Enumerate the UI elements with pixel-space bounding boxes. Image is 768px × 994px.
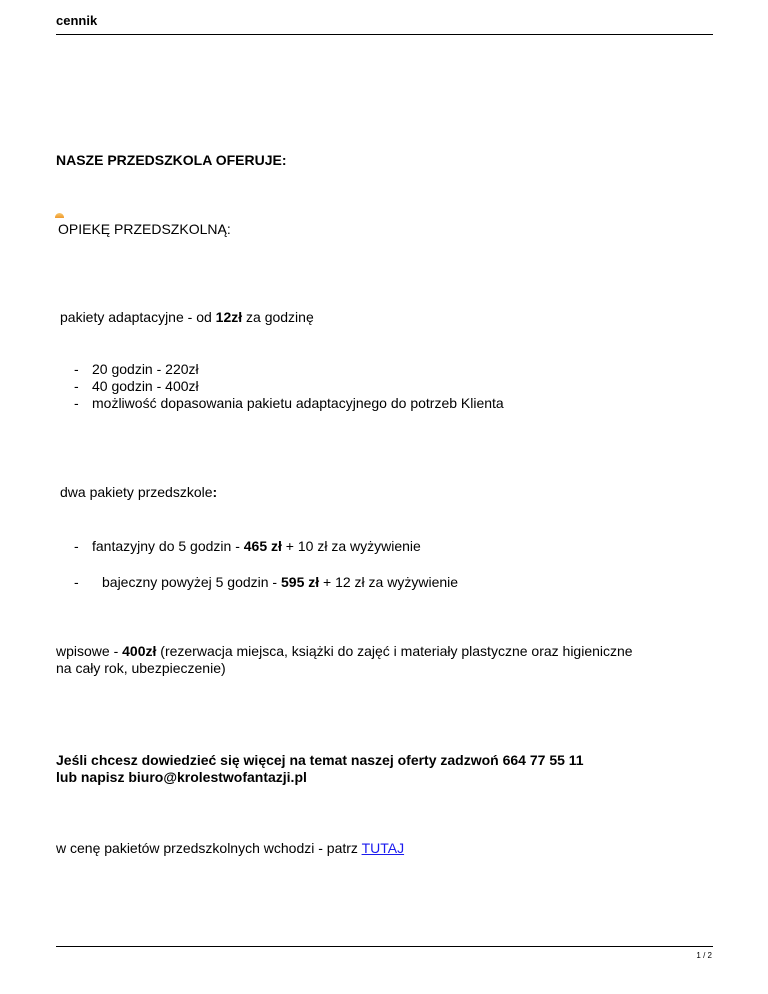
preschool-lead [60, 484, 217, 501]
adaptation-list-item [74, 378, 199, 395]
page-header-title: cennik [56, 13, 98, 28]
offer-heading: NASZE PRZEDSZKOLA OFERUJE: [56, 152, 287, 168]
preschool-item-text: bajeczny powyżej 5 godzin - [102, 574, 281, 590]
adaptation-lead-price: 12zł [215, 309, 243, 325]
adaptation-lead [60, 309, 314, 326]
header-divider [56, 34, 713, 35]
adaptation-item-text: możliwość dopasowania pakietu adaptacyjnego do potrzeb Klienta [92, 395, 504, 411]
includes-line [56, 840, 404, 857]
adaptation-lead-text: pakiety adaptacyjne - od [60, 309, 216, 325]
entry-fee-details: (rezerwacja miejsca, książki do zajęć i materiały plastyczne oraz higieniczne [156, 643, 633, 659]
preschool-lead-colon: : [212, 484, 218, 500]
entry-fee-label: wpisowe - [56, 643, 123, 659]
preschool-item-price: 465 zł [243, 538, 282, 554]
includes-text: w cenę pakietów przedszkolnych wchodzi - patrz [56, 840, 362, 856]
preschool-item-text: fantazyjny do 5 godzin - [92, 538, 244, 554]
list-dash: - [74, 395, 79, 411]
care-section-title: OPIEKĘ PRZEDSZKOLNĄ: [58, 221, 231, 237]
adaptation-lead-suffix: za godzinę [242, 309, 314, 325]
list-dash: - [74, 538, 79, 554]
adaptation-item-text: 20 godzin - 220zł [92, 361, 199, 377]
preschool-item-suffix: + 12 zł za wyżywienie [319, 574, 459, 590]
preschool-list-item [74, 538, 421, 555]
preschool-item-price: 595 zł [281, 574, 320, 590]
contact-email-line: lub napisz biuro@krolestwofantazji.pl [56, 769, 307, 785]
list-dash: - [74, 378, 79, 394]
entry-fee-line [56, 643, 633, 660]
bullet-icon [55, 213, 64, 218]
footer-divider [56, 946, 713, 947]
entry-fee-details-cont: na cały rok, ubezpieczenie) [56, 660, 226, 676]
preschool-lead-text: dwa pakiety przedszkole [60, 484, 213, 500]
list-dash: - [74, 574, 79, 590]
tutaj-link[interactable]: TUTAJ [361, 840, 405, 856]
adaptation-list-item [74, 395, 504, 412]
preschool-item-suffix: + 10 zł za wyżywienie [281, 538, 421, 554]
contact-line: Jeśli chcesz dowiedzieć się więcej na temat naszej oferty zadzwoń 664 77 55 11 [56, 752, 584, 768]
adaptation-list-item [74, 361, 199, 378]
list-dash: - [74, 361, 79, 377]
page-number: 1 / 2 [696, 951, 712, 960]
adaptation-item-text: 40 godzin - 400zł [92, 378, 199, 394]
entry-fee-price: 400zł [122, 643, 157, 659]
preschool-list-item [74, 574, 458, 591]
